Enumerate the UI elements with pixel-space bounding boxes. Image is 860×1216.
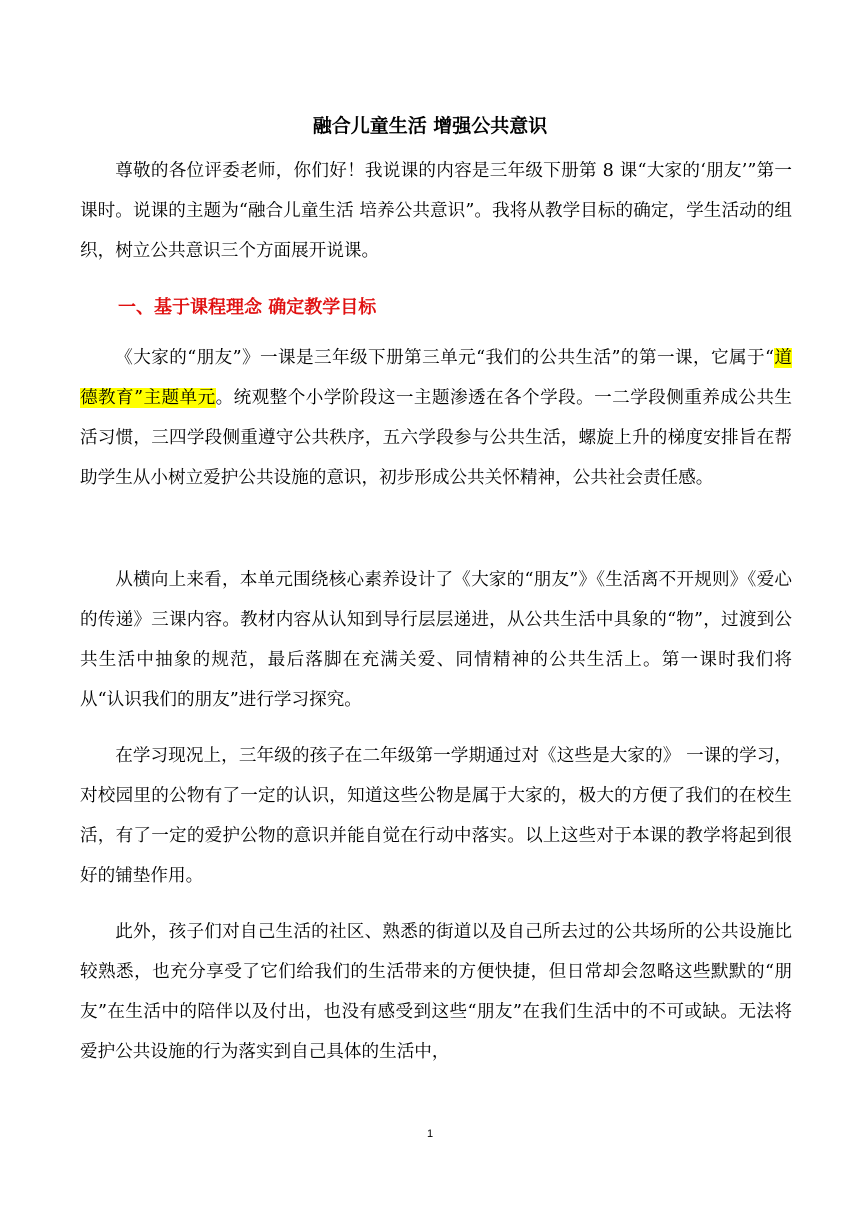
- document-title: 融合儿童生活 增强公共意识: [312, 115, 548, 137]
- paragraph-1-text-a: 《大家的“朋友”》一课是三年级下册第三单元“我们的公共生活”的第一课，它属于“: [115, 348, 774, 368]
- highlighted-text: 道德教育”主题单元: [80, 348, 792, 408]
- paragraph-4: 此外，孩子们对自己生活的社区、熟悉的街道以及自己所去过的公共场所的公共设施比较熟悉，也充分享受了它们给我们的生活带来的方便快捷，但日常却会忽略这些默默的“朋友”在生活中的陪伴以及付出，也没有感受到这些“朋友”在我们生活中的不可或缺。无法将爱护公共设施的行为落实到自己具体的生活中，: [80, 922, 792, 1062]
- paragraph-1-text-b: 。统观整个小学阶段这一主题渗透在各个学段。一二学段侧重养成公共生活习惯，三四学段侧重遵守公共秩序，五六学段参与公共生活，螺旋上升的梯度安排旨在帮助学生从小树立爱护公共设施的意识，初步形成公共关怀精神，公共社会责任感。: [80, 388, 792, 488]
- page-number: 1: [426, 1128, 434, 1140]
- paragraph-1: [80, 338, 792, 498]
- section-heading-1: 一、基于课程理念 确定教学目标: [118, 297, 377, 318]
- paragraph-2: 从横向上来看，本单元围绕核心素养设计了《大家的“朋友”》《生活离不开规则》《爱心的传递》三课内容。教材内容从认知到导行层层递进，从公共生活中具象的“物”，过渡到公共生活中抽象的规范，最后落脚在充满关爱、同情精神的公共生活上。第一课时我们将从“认识我们的朋友”进行学习探究。: [80, 570, 792, 710]
- intro-paragraph: 尊敬的各位评委老师，你们好！我说课的内容是三年级下册第 8 课“大家的‘朋友’”第一课时。说课的主题为“融合儿童生活 培养公共意识”。我将从教学目标的确定，学生活动的组织，树立公共意识三个方面展开说课。: [80, 161, 792, 261]
- paragraph-3: 在学习现况上，三年级的孩子在二年级第一学期通过对《这些是大家的》 一课的学习，对校园里的公物有了一定的认识，知道这些公物是属于大家的，极大的方便了我们的在校生活，有了一定的爱护公物的意识并能自觉在行动中落实。以上这些对于本课的教学将起到很好的铺垫作用。: [80, 746, 792, 886]
